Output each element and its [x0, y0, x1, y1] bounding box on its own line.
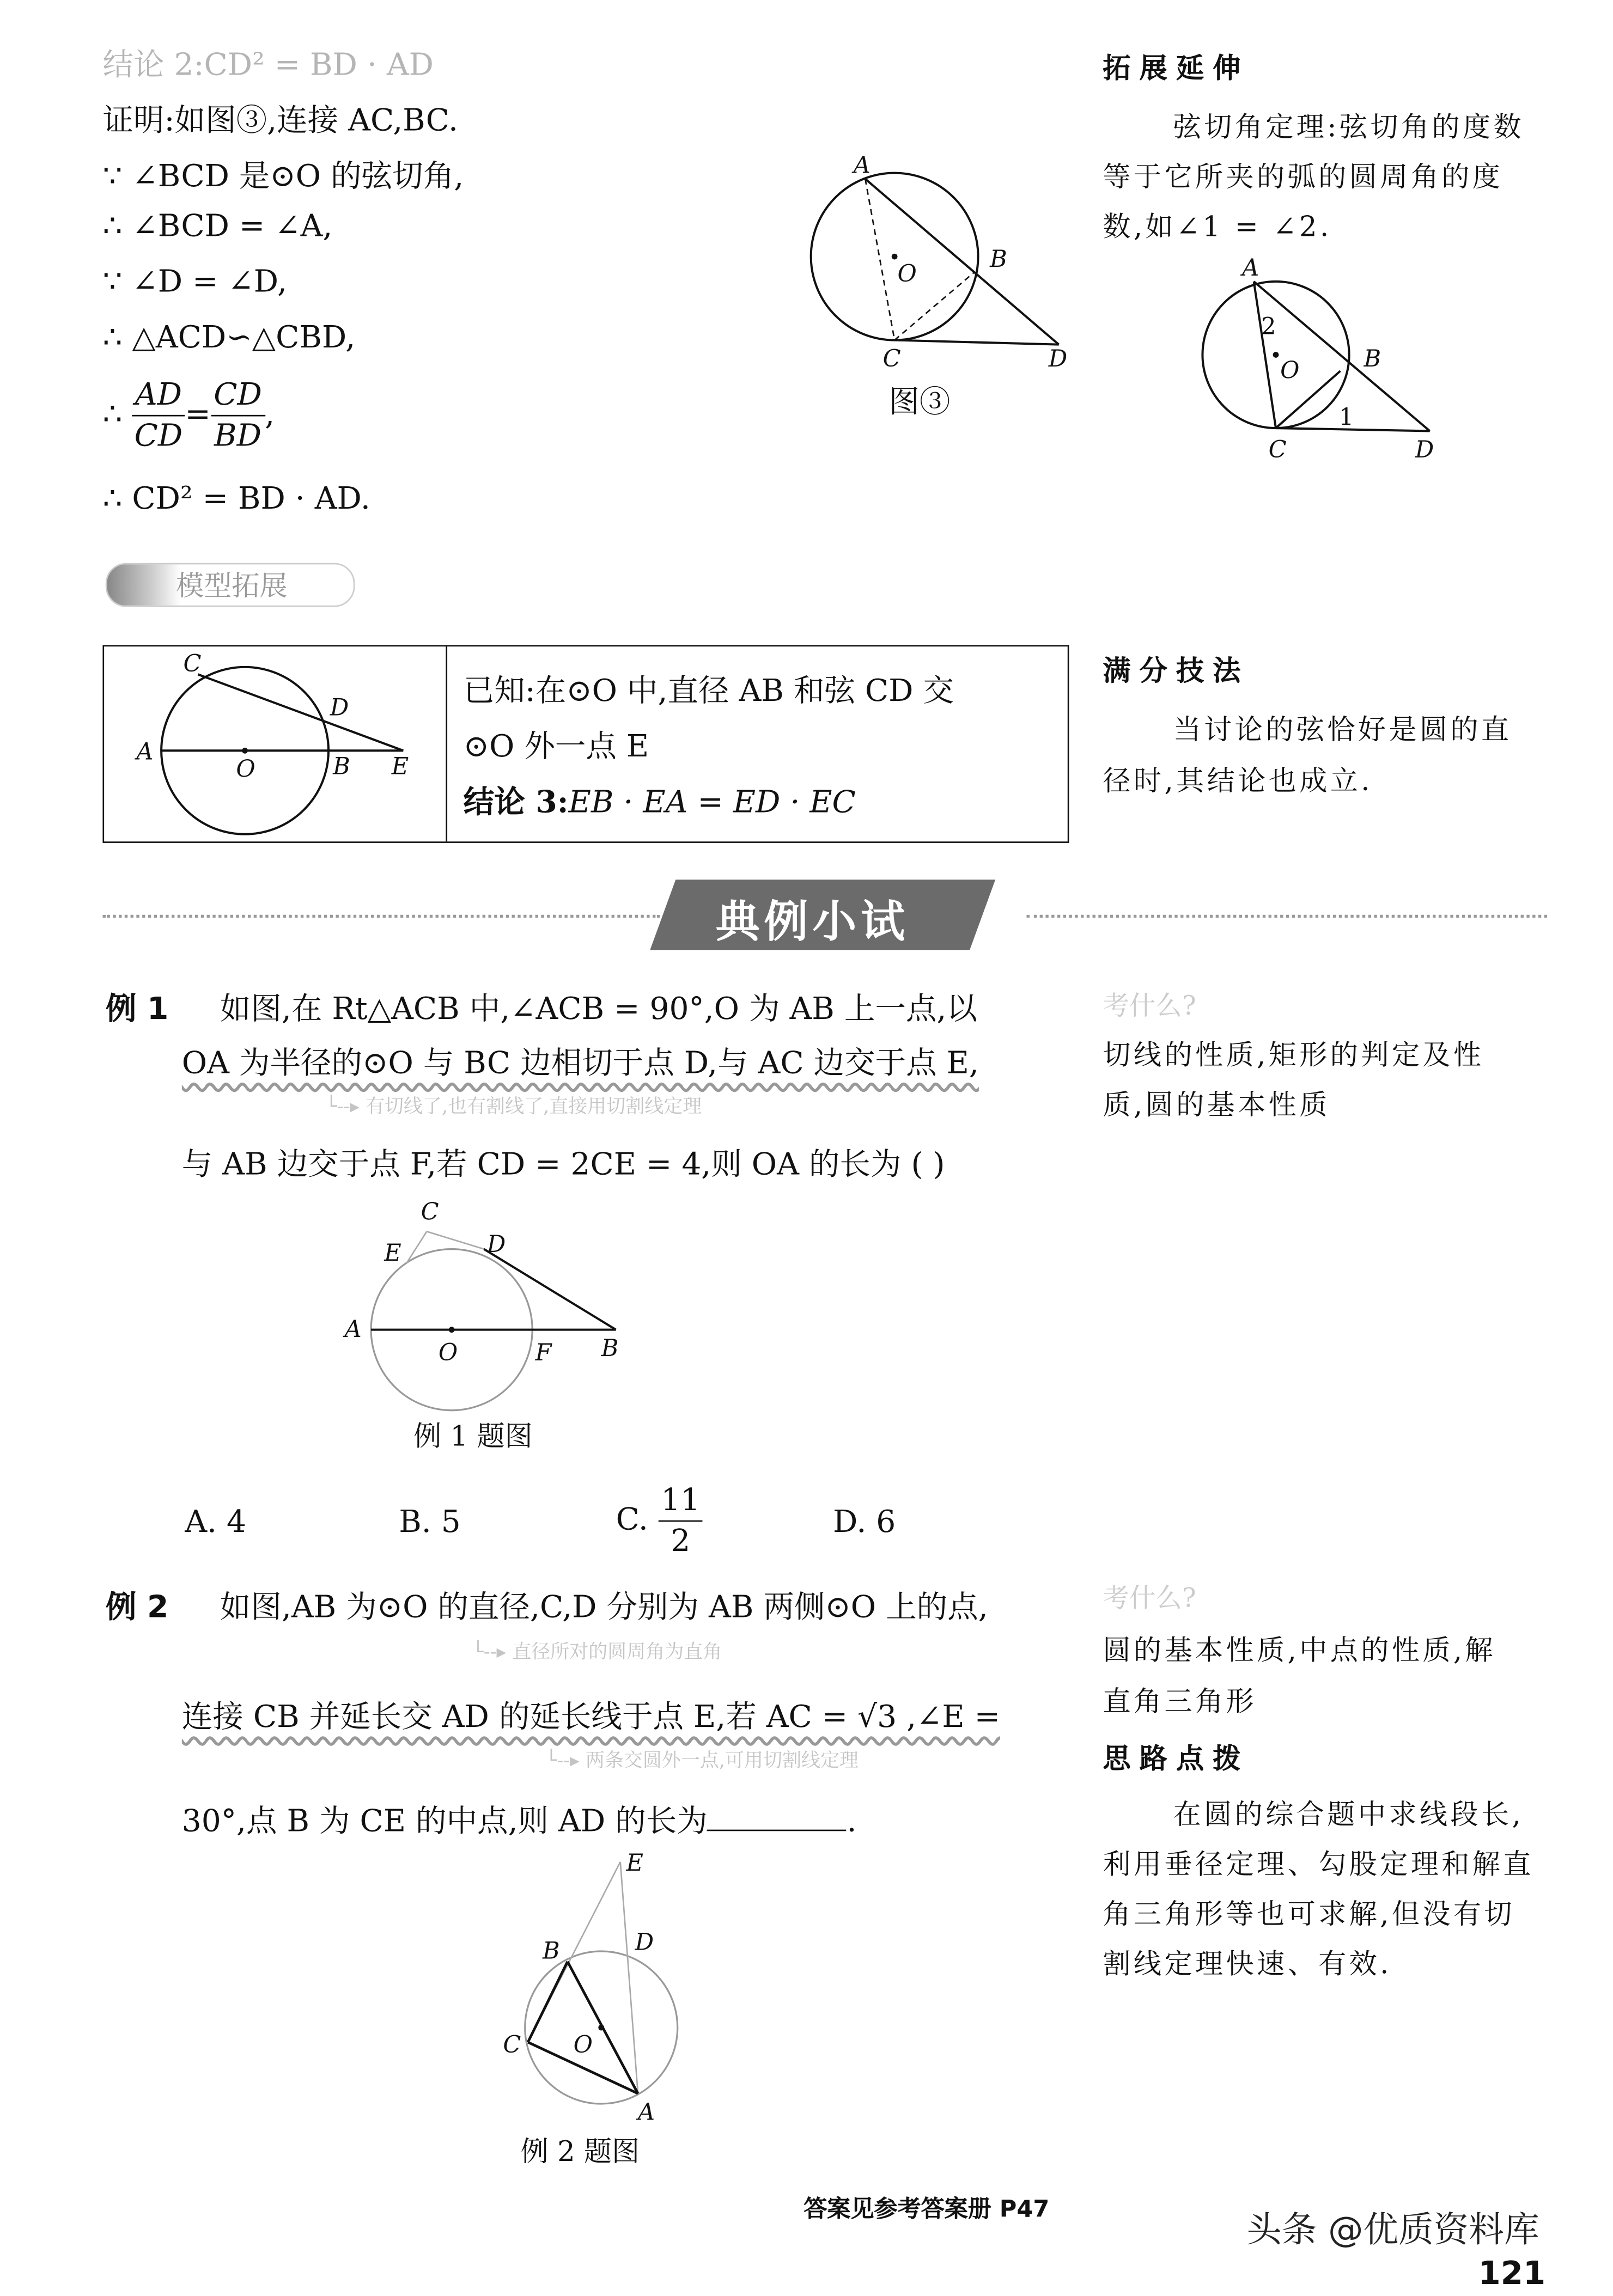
- numerator: CD: [211, 375, 265, 417]
- example-1-ask: 考什么?: [1103, 991, 1196, 1022]
- conclusion-3-label: 结论 3:: [463, 783, 569, 820]
- fraction: [658, 1481, 703, 1562]
- point-label: C: [503, 2031, 521, 2059]
- point-label: A: [1242, 254, 1259, 282]
- example-2-question: 30°,点 B 为 CE 的中点,则 AD 的长为: [181, 1803, 708, 1839]
- point-label: D: [1048, 345, 1068, 373]
- option-c-prefix: C.: [616, 1501, 648, 1537]
- example-1-side-text: 切线的性质,矩形的判定及性: [1103, 1039, 1484, 1072]
- section-banner-title: 典例小试: [715, 897, 910, 949]
- numerator: AD: [132, 375, 185, 417]
- conclusion-2: 结论 2:CD² = BD · AD: [102, 47, 434, 82]
- angle-label: 2: [1261, 313, 1276, 340]
- point-label: A: [853, 151, 871, 179]
- denominator: CD: [134, 418, 183, 454]
- proof-line: ∴ △ACD∽△CBD,: [102, 319, 356, 355]
- therefore-symbol: ∴: [102, 396, 123, 432]
- point-label: B: [333, 753, 350, 780]
- point-label: B: [601, 1335, 619, 1363]
- example-2-ask: 考什么?: [1103, 1583, 1196, 1614]
- example-2-text: [182, 1797, 857, 1841]
- segment-ac: [865, 179, 894, 340]
- annotation-text: 两条交圆外一点,可用切割线定理: [585, 1750, 859, 1773]
- extension-text: 弦切角定理:弦切角的度数: [1173, 111, 1525, 144]
- extension-text: 数,如∠1 = ∠2.: [1103, 211, 1332, 243]
- segment-ce: [198, 674, 403, 750]
- conclusion-3: [464, 778, 856, 822]
- full-marks-text: 当讨论的弦恰好是圆的直: [1173, 714, 1512, 747]
- point-label: A: [136, 738, 154, 766]
- center-point: [1273, 352, 1279, 358]
- point-label: E: [626, 1849, 643, 1877]
- example-1-label: 例 1: [105, 991, 169, 1027]
- hint-text: 在圆的综合题中求线段长,: [1173, 1799, 1524, 1831]
- point-label: D: [330, 694, 349, 722]
- extension-figure: [1188, 249, 1452, 469]
- divider-left: [102, 915, 660, 918]
- model-badge-label: 模型拓展: [176, 570, 288, 603]
- point-label: B: [543, 1937, 560, 1965]
- hint-text: 利用垂径定理、勾股定理和解直: [1103, 1848, 1534, 1881]
- point-label: O: [236, 755, 255, 783]
- example-2-caption: 例 2 题图: [520, 2136, 640, 2169]
- example-2-annotation: └--▸ 直径所对的圆周角为直角: [472, 1642, 722, 1664]
- example-1-side-text: 质,圆的基本性质: [1103, 1089, 1330, 1122]
- proof-line: ∴ ∠BCD = ∠A,: [102, 208, 333, 243]
- answer-blank[interactable]: [708, 1830, 847, 1831]
- divider-right: [1026, 915, 1547, 918]
- angle-label: 1: [1338, 404, 1354, 431]
- fraction: [132, 375, 185, 457]
- point-label: O: [438, 1339, 458, 1367]
- point-label: E: [391, 753, 409, 780]
- center-point: [242, 748, 248, 754]
- model-given: ⊙O 外一点 E: [463, 728, 649, 764]
- example-2-label: 例 2: [105, 1589, 169, 1625]
- segment-cd: [894, 340, 1059, 345]
- option-c[interactable]: [616, 1481, 703, 1562]
- example-2-text: 连接 CB 并延长交 AD 的延长线于点 E,若 AC = √3 ,∠E =: [181, 1699, 1001, 1735]
- hint-text: 角三角形等也可求解,但没有切: [1103, 1898, 1515, 1931]
- point-label: B: [1364, 345, 1381, 373]
- segment-ce: [406, 1231, 427, 1263]
- point-label: A: [344, 1316, 362, 1344]
- proof-line: 证明:如图③,连接 AC,BC.: [102, 102, 458, 138]
- watermark: 头条 @优质资料库: [1246, 2209, 1539, 2251]
- proof-fraction-line: ∴ $\frac{AD}{CD}$ = $\frac{CD}{BD}$ ,: [102, 375, 275, 457]
- denominator: BD: [214, 418, 261, 454]
- point-label: D: [635, 1928, 654, 1956]
- example-1-annotation: └--▸ 有切线了,也有割线了,直接用切割线定理: [325, 1096, 702, 1119]
- center-point: [892, 254, 898, 260]
- example-1-figure: [330, 1188, 638, 1452]
- full-marks-text: 径时,其结论也成立.: [1103, 765, 1373, 798]
- center-point: [598, 2025, 604, 2031]
- point-label: A: [638, 2098, 655, 2126]
- point-label: B: [990, 245, 1007, 273]
- extension-title: 拓展延伸: [1103, 52, 1250, 86]
- example-2-side-text: 直角三角形: [1103, 1686, 1257, 1719]
- model-given: 已知:在⊙O 中,直径 AB 和弦 CD 交: [463, 673, 954, 709]
- segment-db: [484, 1249, 616, 1330]
- model-box-divider: [446, 645, 447, 841]
- example-1-text: OA 为半径的⊙O 与 BC 边相切于点 D,与 AC 边交于点 E,: [181, 1045, 979, 1081]
- segment-ea: [620, 1862, 638, 2093]
- figure-3-caption: 图③: [888, 384, 951, 419]
- annotation-text: 有切线了,也有割线了,直接用切割线定理: [366, 1096, 702, 1119]
- proof-line: ∴ CD² = BD · AD.: [102, 480, 370, 516]
- extension-text: 等于它所夹的弧的圆周角的度: [1103, 161, 1504, 194]
- full-marks-title: 满分技法: [1103, 655, 1250, 688]
- point-label: C: [882, 345, 901, 373]
- example-2-annotation: └--▸ 两条交圆外一点,可用切割线定理: [545, 1750, 859, 1773]
- point-label: C: [421, 1198, 439, 1226]
- proof-line: ∵ ∠BCD 是⊙O 的弦切角,: [102, 158, 464, 194]
- period: .: [847, 1803, 857, 1839]
- center-point: [449, 1327, 455, 1333]
- point-label: D: [486, 1230, 506, 1258]
- point-label: F: [535, 1339, 552, 1367]
- point-label: O: [1280, 357, 1300, 384]
- point-label: D: [1415, 436, 1434, 463]
- denominator: 2: [671, 1523, 691, 1559]
- example-1-caption: 例 1 题图: [413, 1420, 533, 1453]
- hint-text: 割线定理快速、有效.: [1103, 1948, 1392, 1981]
- conclusion-3-formula: EB · EA = ED · EC: [568, 784, 856, 820]
- example-2-figure: [491, 1845, 726, 2138]
- option-a[interactable]: A. 4: [185, 1504, 246, 1540]
- fraction: [211, 375, 265, 457]
- example-2-side-text: 圆的基本性质,中点的性质,解: [1103, 1634, 1496, 1667]
- example-1-text: 与 AB 边交于点 F,若 CD = 2CE = 4,则 OA 的长为 ( ): [181, 1146, 945, 1182]
- numerator: 11: [658, 1481, 703, 1522]
- point-label: E: [384, 1239, 401, 1267]
- answer-reference: 答案见参考答案册 P47: [804, 2194, 1050, 2223]
- annotation-text: 直径所对的圆周角为直角: [512, 1642, 722, 1664]
- proof-line: ∵ ∠D = ∠D,: [102, 264, 288, 300]
- point-label: O: [573, 2031, 593, 2059]
- point-label: C: [183, 650, 202, 677]
- segment-ad: [865, 179, 1058, 344]
- segment-ac: [1254, 282, 1276, 428]
- point-label: O: [897, 260, 917, 288]
- option-b[interactable]: B. 5: [399, 1504, 461, 1540]
- page-number: 121: [1478, 2256, 1546, 2293]
- point-label: C: [1268, 436, 1287, 463]
- hint-title: 思路点拨: [1103, 1743, 1250, 1776]
- example-1-text: 如图,在 Rt△ACB 中,∠ACB = 90°,O 为 AB 上一点,以: [220, 991, 977, 1027]
- segment-cd: [427, 1231, 484, 1249]
- option-d[interactable]: D. 6: [833, 1504, 896, 1540]
- example-2-text: 如图,AB 为⊙O 的直径,C,D 分别为 AB 两侧⊙O 上的点,: [220, 1589, 988, 1625]
- model-figure: [125, 645, 440, 835]
